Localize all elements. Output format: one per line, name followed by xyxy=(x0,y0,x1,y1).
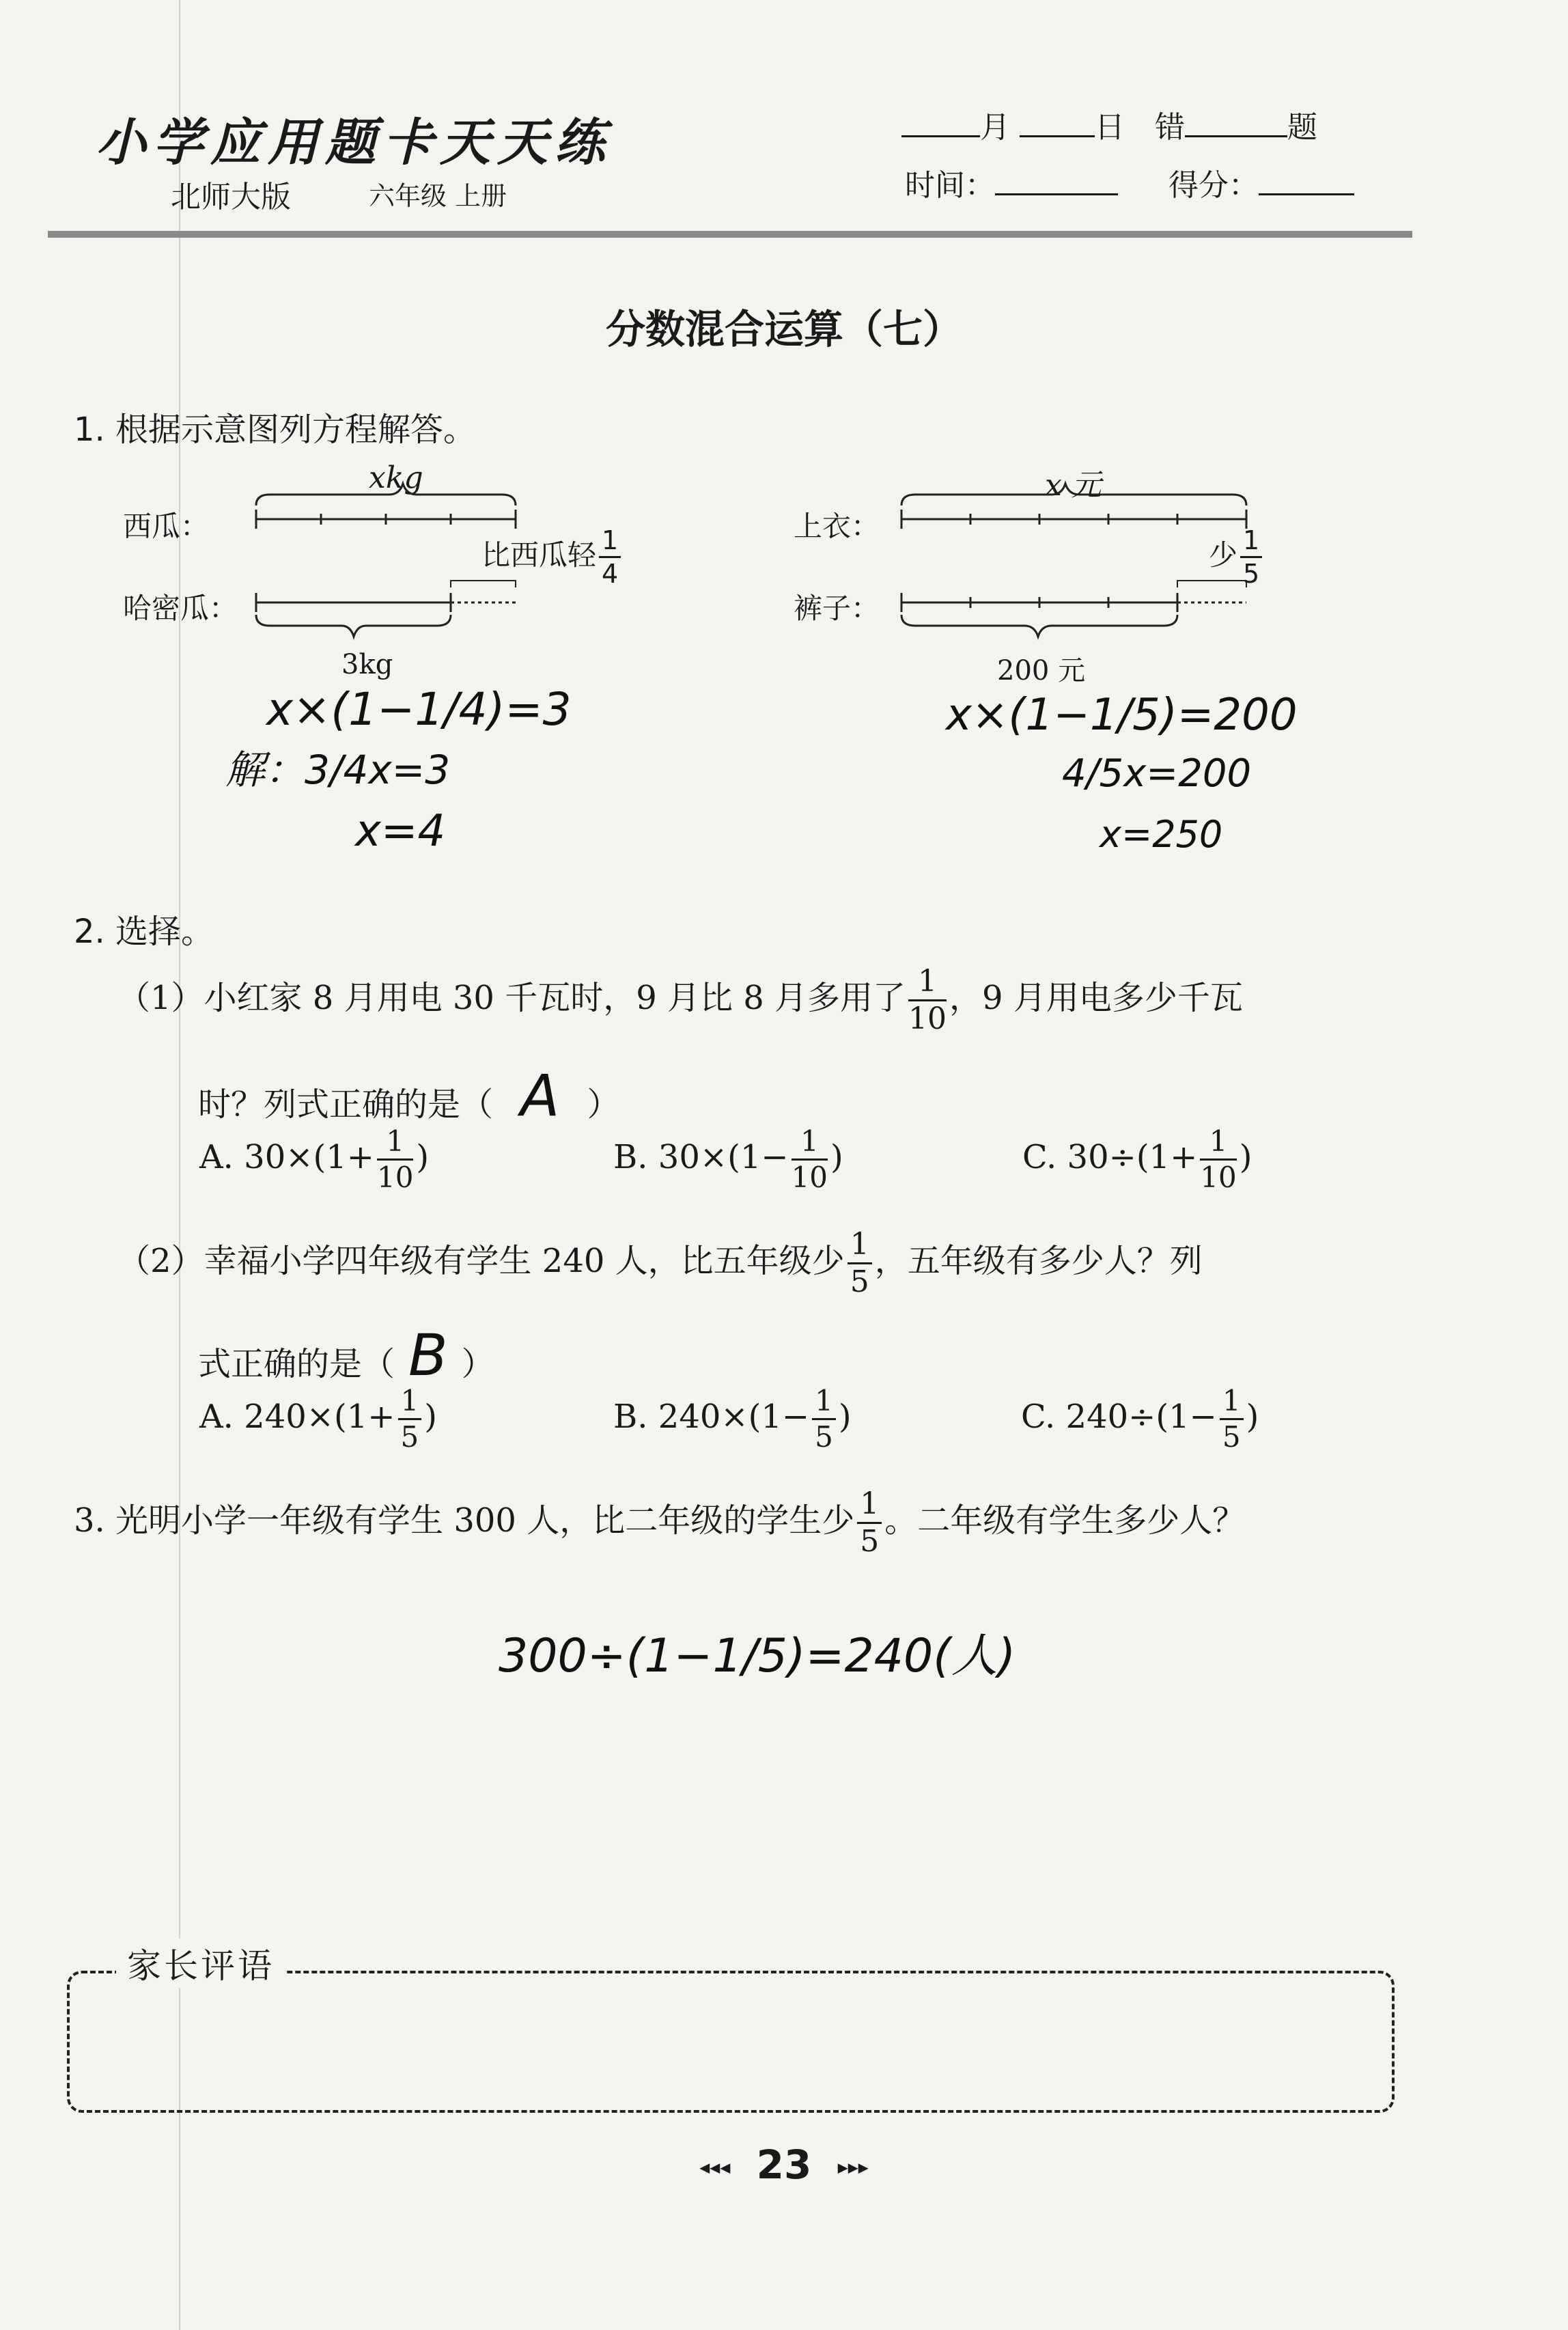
lesson-title: 分数混合运算（七） xyxy=(605,306,962,352)
pants-gap-brace xyxy=(1177,581,1246,587)
parent-comment-label: 家长评语 xyxy=(116,1939,285,1988)
q2-p1-answer[interactable]: A xyxy=(520,1062,560,1129)
right-top-label: x 元 xyxy=(1045,468,1102,503)
q2-p1-optC[interactable]: C. 30÷(1+ $\frac{1}{10}$ ) xyxy=(1022,1124,1252,1194)
left-arrows: ◂◂◂ xyxy=(699,2155,731,2180)
right-hw-line1: x×(1−1/5)=200 xyxy=(946,690,1298,740)
left-hw-line3: x=4 xyxy=(355,806,446,857)
q1-left-diagram xyxy=(116,451,619,697)
q2-p1-line1: （1）小红家 8 月用电 30 千瓦时，9 月比 8 月多用了 $\frac{1}{10}$ ，9 月用电多少千瓦 xyxy=(117,964,1243,1036)
left-bars-svg xyxy=(116,451,594,697)
q2-p2-optC[interactable]: C. 240÷(1− $\frac{1}{5}$ ) xyxy=(1021,1384,1259,1454)
q2-prompt: 2. 选择。 xyxy=(74,913,214,951)
right-hw-line2: 4/5x=200 xyxy=(1062,751,1252,796)
time-score-row: 时间： 得分： xyxy=(905,161,1354,204)
right-row2-label: 裤子： xyxy=(794,592,880,625)
q1-prompt: 1. 根据示意图列方程解答。 xyxy=(74,411,477,449)
q1-right-diagram xyxy=(785,451,1332,697)
left-note: 比西瓜轻 $\frac{1}{4}$ xyxy=(481,527,624,587)
date-row: 月 日 错 题 xyxy=(901,102,1317,146)
right-row1-label: 上衣： xyxy=(794,510,880,543)
series-title: 小学应用题卡天天练 xyxy=(96,113,612,172)
q3-handwriting: 300÷(1−1/5)=240(人) xyxy=(499,1629,1016,1683)
right-bottom-label: 200 元 xyxy=(997,655,1086,686)
header-rule xyxy=(48,231,1412,238)
right-arrows: ▸▸▸ xyxy=(837,2155,869,2180)
right-bottom-brace xyxy=(901,615,1177,637)
left-hw-line2: 解：3/4x=3 xyxy=(225,747,451,793)
q2-p2-optA[interactable]: A. 240×(1+ $\frac{1}{5}$ ) xyxy=(199,1384,437,1454)
melon-gap-brace xyxy=(451,581,516,587)
q2-p2-answer[interactable]: B xyxy=(408,1322,448,1389)
right-bars-svg xyxy=(785,451,1332,697)
left-row2-label: 哈密瓜： xyxy=(123,592,238,625)
q2-p1-optB[interactable]: B. 30×(1− $\frac{1}{10}$ ) xyxy=(613,1124,843,1194)
left-top-brace xyxy=(256,484,516,505)
q2-p2-line2: 式正确的是（ B ） xyxy=(198,1322,494,1389)
q2-p2-optB[interactable]: B. 240×(1− $\frac{1}{5}$ ) xyxy=(613,1384,852,1454)
right-hw-line3: x=250 xyxy=(1100,813,1223,856)
q2-p1-optA[interactable]: A. 30×(1+ $\frac{1}{10}$ ) xyxy=(199,1124,430,1194)
right-top-brace xyxy=(901,484,1246,505)
q2-p2-line1: （2）幸福小学四年级有学生 240 人，比五年级少 $\frac{1}{5}$ ，五年级有多少人？列 xyxy=(117,1227,1203,1299)
left-bottom-brace xyxy=(256,615,451,637)
parent-comment-box[interactable] xyxy=(67,1971,1395,2113)
q3-prompt: 3. 光明小学一年级有学生 300 人，比二年级的学生少 $\frac{1}{5}$ 。二年级有学生多少人？ xyxy=(74,1486,1246,1559)
left-top-label: xkg xyxy=(369,460,423,495)
page-number: ◂◂◂ 23 ▸▸▸ xyxy=(699,2141,869,2188)
q2-p1-line2: 时？列式正确的是（ A ） xyxy=(198,1062,620,1129)
grade: 六年级 上册 xyxy=(369,181,507,211)
right-note: 少 $\frac{1}{5}$ xyxy=(1209,527,1265,587)
left-row1-label: 西瓜： xyxy=(123,510,210,543)
left-hw-line1: x×(1−1/4)=3 xyxy=(266,683,572,736)
edition: 北师大版 xyxy=(171,180,291,214)
left-bottom-label: 3kg xyxy=(341,649,393,680)
